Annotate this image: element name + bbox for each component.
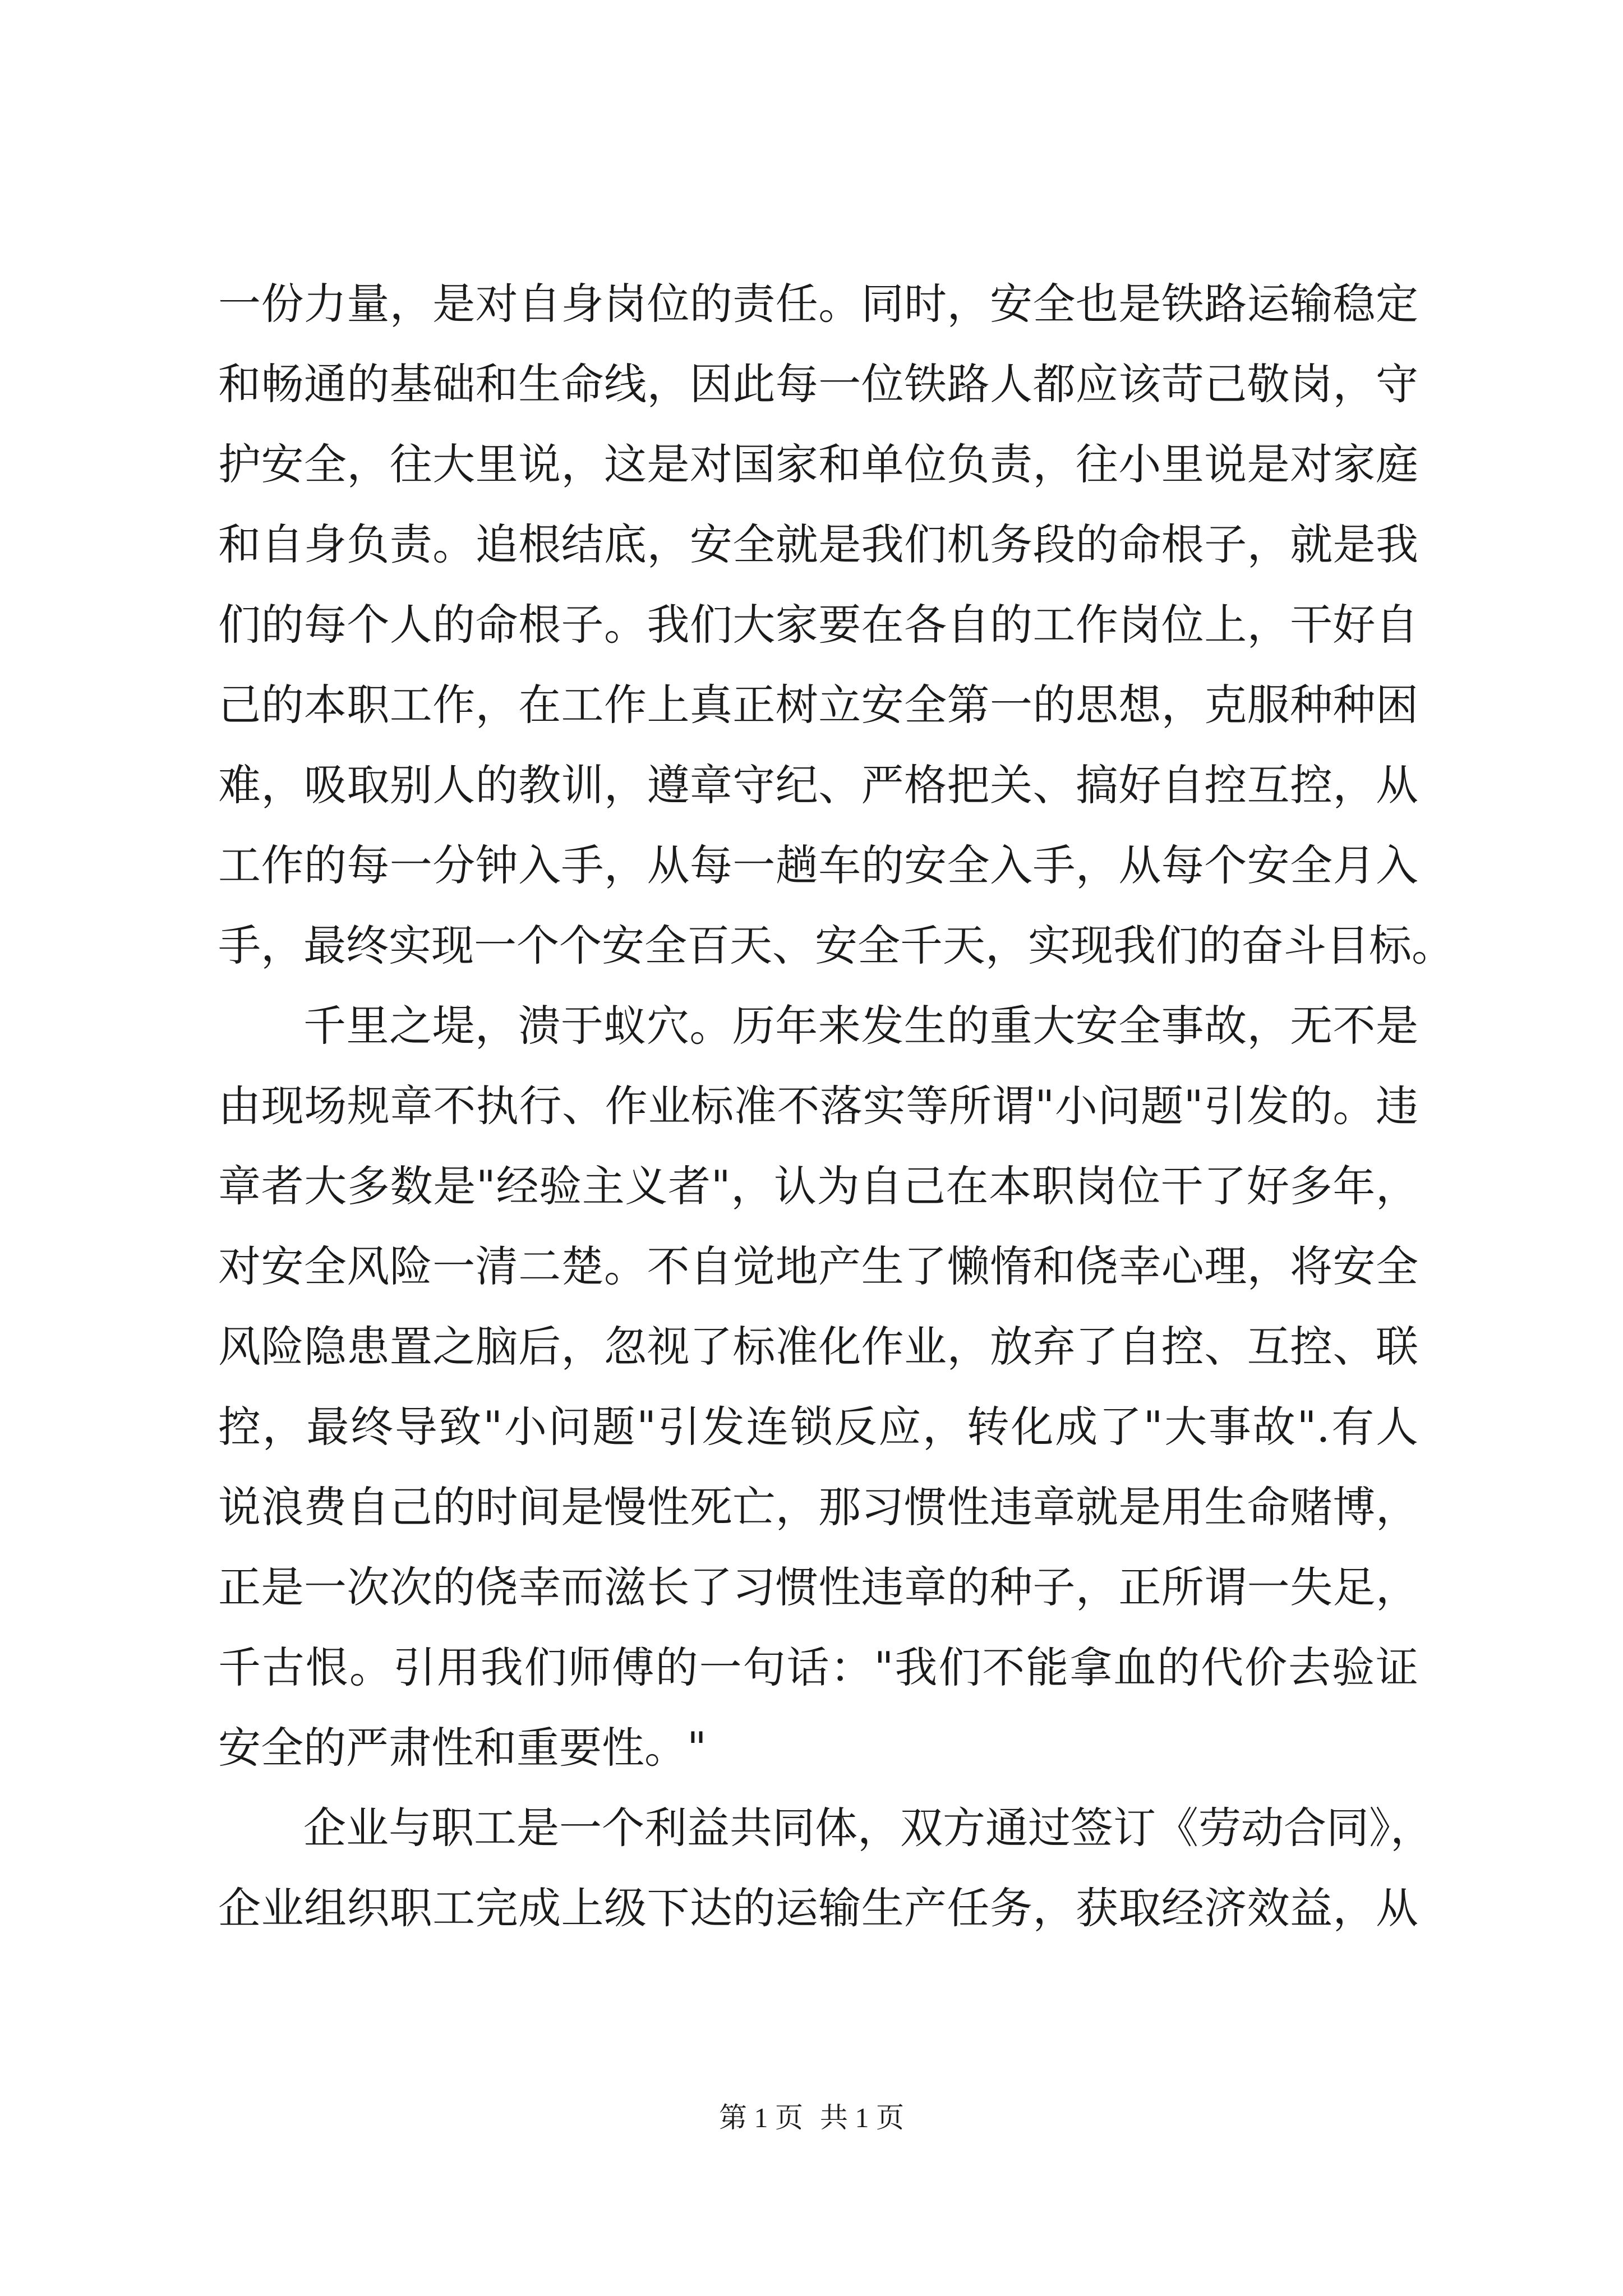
text-line: 控，最终导致"小问题"引发连锁反应，转化成了"大事故".有人 — [218, 1402, 1418, 1452]
text-line: 难，吸取别人的教训，遵章守纪、严格把关、搞好自控互控，从 — [218, 760, 1418, 810]
text-line: 和畅通的基础和生命线，因此每一位铁路人都应该苛己敬岗，守 — [218, 359, 1418, 409]
document-body — [218, 264, 1454, 1948]
paragraph-start-line: 企业与职工是一个利益共同体，双方通过签订《劳动合同》， — [303, 1803, 1433, 1853]
text-line: 千古恨。引用我们师傅的一句话："我们不能拿血的代价去验证 — [218, 1642, 1418, 1692]
text-line: 一份力量，是对自身岗位的责任。同时，安全也是铁路运输稳定 — [218, 279, 1418, 329]
text-line: 说浪费自己的时间是慢性死亡，那习惯性违章就是用生命赌博， — [218, 1482, 1418, 1532]
paragraph-start-line: 千里之堤，溃于蚁穴。历年来发生的重大安全事故，无不是 — [303, 1001, 1418, 1051]
text-line: 安全的严肃性和重要性。" — [218, 1723, 707, 1773]
page-footer — [0, 2101, 1623, 2134]
text-line: 章者大多数是"经验主义者"，认为自己在本职岗位干了好多年， — [218, 1161, 1418, 1211]
page-total: 共 1 页 — [820, 2102, 904, 2133]
text-line: 正是一次次的侥幸而滋长了习惯性违章的种子，正所谓一失足， — [218, 1562, 1418, 1612]
page-number: 第 1 页 — [719, 2102, 803, 2133]
text-line: 手，最终实现一个个安全百天、安全千天，实现我们的奋斗目标。 — [218, 921, 1454, 970]
text-line: 们的每个人的命根子。我们大家要在各自的工作岗位上，干好自 — [218, 600, 1418, 650]
text-line: 由现场规章不执行、作业标准不落实等所谓"小问题"引发的。违 — [218, 1081, 1418, 1131]
text-line: 工作的每一分钟入手，从每一趟车的安全入手，从每个安全月入 — [218, 840, 1418, 890]
text-line: 企业组织职工完成上级下达的运输生产任务，获取经济效益，从 — [218, 1883, 1418, 1933]
text-line: 风险隐患置之脑后，忽视了标准化作业，放弃了自控、互控、联 — [218, 1322, 1418, 1372]
text-line: 护安全，往大里说，这是对国家和单位负责，往小里说是对家庭 — [218, 439, 1418, 489]
text-line: 和自身负责。追根结底，安全就是我们机务段的命根子，就是我 — [218, 519, 1418, 569]
text-line: 对安全风险一清二楚。不自觉地产生了懒惰和侥幸心理，将安全 — [218, 1241, 1418, 1291]
text-line: 己的本职工作，在工作上真正树立安全第一的思想，克服种种困 — [218, 680, 1418, 730]
